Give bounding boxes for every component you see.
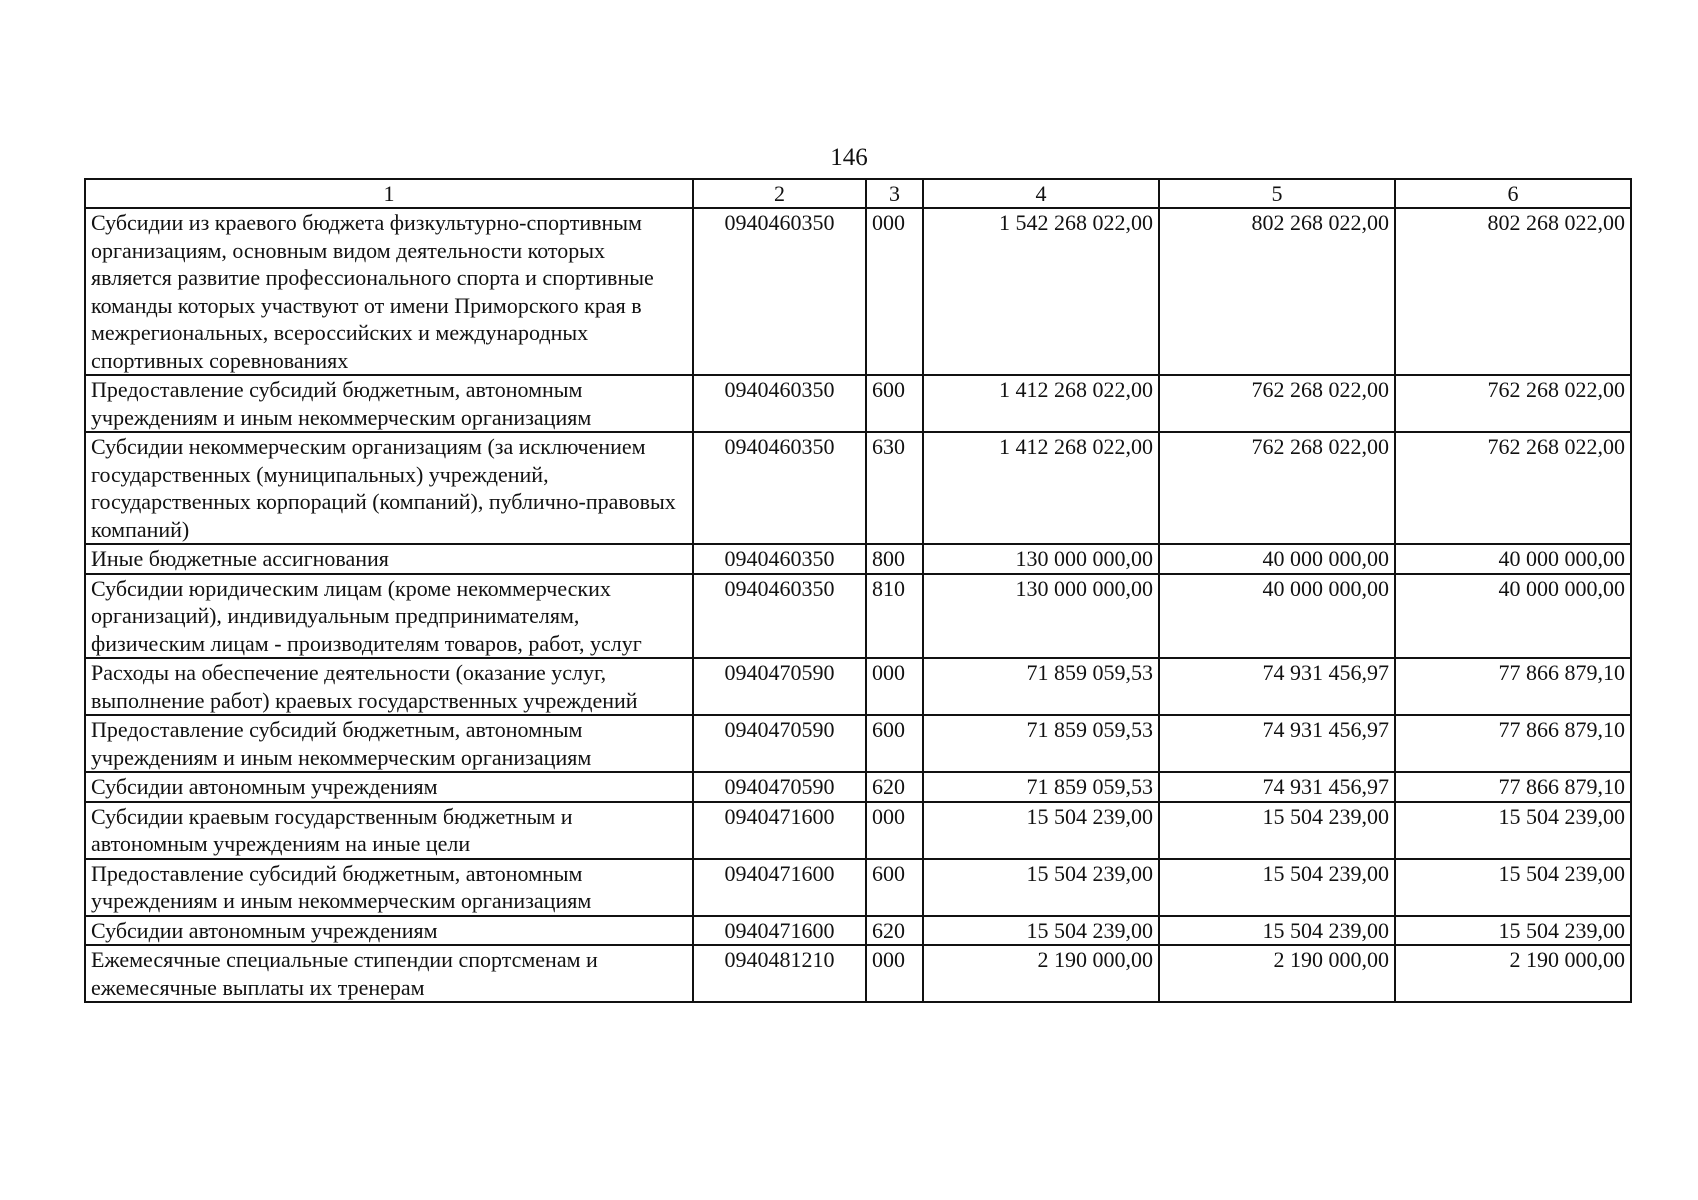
amount-column-5: 40 000 000,00 [1159,544,1395,574]
amount-column-4: 15 504 239,00 [923,859,1159,916]
amount-column-5: 15 504 239,00 [1159,916,1395,946]
column-header: 5 [1159,179,1395,208]
expense-type-code: 600 [866,859,923,916]
amount-column-5: 74 931 456,97 [1159,772,1395,802]
column-header: 3 [866,179,923,208]
amount-column-5: 2 190 000,00 [1159,945,1395,1002]
amount-column-4: 1 412 268 022,00 [923,432,1159,544]
table-row [85,945,1631,1002]
target-article-code: 0940470590 [693,772,866,802]
expense-type-code: 620 [866,916,923,946]
expense-name: Предоставление субсидий бюджетным, автономным учреждениям и иным некоммерческим организациям [85,859,693,916]
table-row [85,772,1631,802]
table-row [85,916,1631,946]
budget-table [84,178,1632,1003]
column-header: 2 [693,179,866,208]
amount-column-6: 762 268 022,00 [1395,432,1631,544]
expense-type-code: 600 [866,715,923,772]
amount-column-5: 762 268 022,00 [1159,375,1395,432]
amount-column-6: 77 866 879,10 [1395,715,1631,772]
amount-column-4: 15 504 239,00 [923,802,1159,859]
table-row [85,208,1631,375]
target-article-code: 0940471600 [693,859,866,916]
target-article-code: 0940470590 [693,658,866,715]
expense-name: Субсидии краевым государственным бюджетным и автономным учреждениям на иные цели [85,802,693,859]
amount-column-5: 40 000 000,00 [1159,574,1395,659]
expense-name: Ежемесячные специальные стипендии спортсменам и ежемесячные выплаты их тренерам [85,945,693,1002]
table-row [85,715,1631,772]
column-number-row [85,179,1631,208]
expense-name: Субсидии автономным учреждениям [85,916,693,946]
expense-type-code: 620 [866,772,923,802]
amount-column-5: 802 268 022,00 [1159,208,1395,375]
expense-type-code: 000 [866,802,923,859]
amount-column-4: 71 859 059,53 [923,715,1159,772]
amount-column-4: 71 859 059,53 [923,772,1159,802]
amount-column-6: 15 504 239,00 [1395,802,1631,859]
column-header: 4 [923,179,1159,208]
amount-column-6: 40 000 000,00 [1395,544,1631,574]
table-row [85,859,1631,916]
amount-column-4: 130 000 000,00 [923,544,1159,574]
expense-name: Предоставление субсидий бюджетным, автономным учреждениям и иным некоммерческим организациям [85,375,693,432]
target-article-code: 0940460350 [693,544,866,574]
expense-name: Субсидии юридическим лицам (кроме некоммерческих организаций), индивидуальным предпринимателям, физическим лицам - производителям товаров, работ, услуг [85,574,693,659]
table-row [85,544,1631,574]
expense-type-code: 000 [866,945,923,1002]
expense-type-code: 800 [866,544,923,574]
amount-column-6: 15 504 239,00 [1395,859,1631,916]
amount-column-6: 77 866 879,10 [1395,658,1631,715]
amount-column-6: 802 268 022,00 [1395,208,1631,375]
table-row [85,802,1631,859]
expense-name: Субсидии автономным учреждениям [85,772,693,802]
target-article-code: 0940460350 [693,208,866,375]
column-header: 6 [1395,179,1631,208]
expense-name: Субсидии некоммерческим организациям (за исключением государственных (муниципальных) учреждений, государственных корпораций (компаний), публично-правовых компаний) [85,432,693,544]
amount-column-6: 15 504 239,00 [1395,916,1631,946]
amount-column-4: 2 190 000,00 [923,945,1159,1002]
amount-column-4: 1 412 268 022,00 [923,375,1159,432]
expense-type-code: 000 [866,658,923,715]
amount-column-4: 71 859 059,53 [923,658,1159,715]
amount-column-4: 15 504 239,00 [923,916,1159,946]
expense-name: Расходы на обеспечение деятельности (оказание услуг, выполнение работ) краевых государственных учреждений [85,658,693,715]
target-article-code: 0940471600 [693,802,866,859]
expense-name: Иные бюджетные ассигнования [85,544,693,574]
table-row [85,574,1631,659]
expense-type-code: 630 [866,432,923,544]
table-row [85,432,1631,544]
target-article-code: 0940470590 [693,715,866,772]
expense-name: Предоставление субсидий бюджетным, автономным учреждениям и иным некоммерческим организациям [85,715,693,772]
expense-type-code: 600 [866,375,923,432]
expense-type-code: 810 [866,574,923,659]
amount-column-5: 15 504 239,00 [1159,802,1395,859]
table-row [85,658,1631,715]
target-article-code: 0940460350 [693,574,866,659]
target-article-code: 0940460350 [693,432,866,544]
target-article-code: 0940460350 [693,375,866,432]
amount-column-5: 74 931 456,97 [1159,658,1395,715]
target-article-code: 0940481210 [693,945,866,1002]
amount-column-5: 762 268 022,00 [1159,432,1395,544]
amount-column-4: 130 000 000,00 [923,574,1159,659]
expense-name: Субсидии из краевого бюджета физкультурно-спортивным организациям, основным видом деятельности которых является развитие профессионального спорта и спортивные команды которых участвуют от имени Приморского края в межрегиональных, всероссийских и международных спортивных соревнованиях [85,208,693,375]
amount-column-4: 1 542 268 022,00 [923,208,1159,375]
amount-column-6: 762 268 022,00 [1395,375,1631,432]
expense-type-code: 000 [866,208,923,375]
amount-column-6: 40 000 000,00 [1395,574,1631,659]
amount-column-6: 77 866 879,10 [1395,772,1631,802]
amount-column-5: 15 504 239,00 [1159,859,1395,916]
table-row [85,375,1631,432]
page-number: 146 [830,144,868,171]
column-header: 1 [85,179,693,208]
target-article-code: 0940471600 [693,916,866,946]
amount-column-6: 2 190 000,00 [1395,945,1631,1002]
amount-column-5: 74 931 456,97 [1159,715,1395,772]
